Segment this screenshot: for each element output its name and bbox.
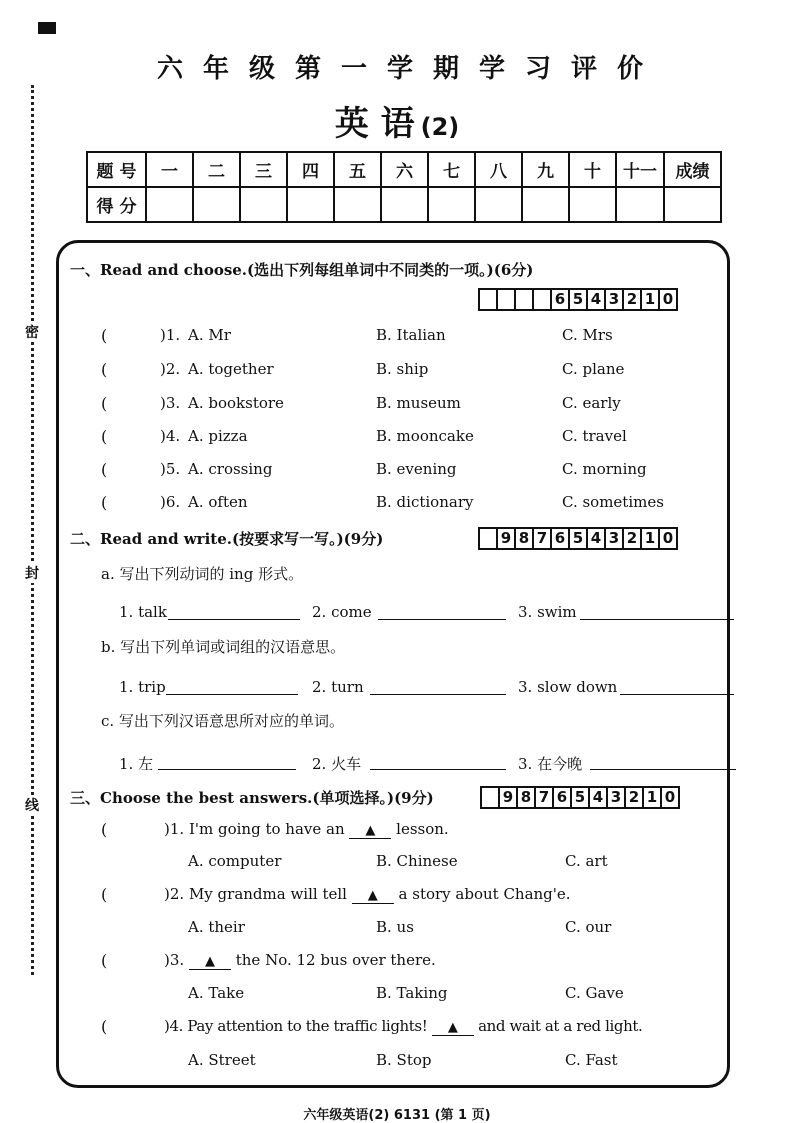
score-cell: 九: [522, 152, 569, 187]
answer-blank[interactable]: [580, 603, 734, 620]
option-a: A. together: [188, 360, 274, 378]
write-item-label: 1. 左: [119, 755, 154, 773]
write-item-label: 2. 火车: [312, 755, 362, 773]
option-b: B. Stop: [376, 1051, 432, 1069]
binding-char-xian: 线: [22, 795, 42, 815]
answer-blank[interactable]: [620, 678, 734, 695]
score-box[interactable]: 6: [552, 290, 570, 309]
section1-title: 一、Read and choose.(选出下列每组单词中不同类的一项。)(6分): [70, 261, 534, 279]
write-item-label: 2. turn: [312, 678, 364, 696]
question-text-after: a story about Chang'e.: [398, 885, 571, 903]
answer-paren[interactable]: (: [101, 951, 108, 970]
section3-score-boxes: [480, 786, 680, 809]
score-cell: 六: [381, 152, 428, 187]
question-number: )4.: [164, 1017, 183, 1035]
score-cell: 四: [287, 152, 334, 187]
score-box[interactable]: [480, 529, 498, 548]
option-c: C. art: [565, 852, 608, 870]
page-footer: 六年级英语(2) 6131 (第 1 页): [303, 1108, 491, 1123]
write-item-label: 1. trip: [119, 678, 166, 696]
blank-triangle-icon[interactable]: ▲: [349, 823, 391, 839]
option-c: C. early: [562, 394, 621, 412]
choice-question: [164, 1017, 642, 1036]
score-box[interactable]: 2: [624, 529, 642, 548]
option-c: C. our: [565, 918, 612, 936]
write-item-label: 3. swim: [518, 603, 577, 621]
section2-score-boxes: [478, 527, 678, 550]
question-text-after: the No. 12 bus over there.: [235, 951, 436, 969]
score-box[interactable]: 4: [588, 529, 606, 548]
section3-title: 三、Choose the best answers.(单项选择。)(9分): [70, 789, 434, 807]
binding-line: [31, 85, 34, 975]
score-box[interactable]: [498, 290, 516, 309]
answer-paren[interactable]: (: [101, 360, 108, 379]
score-input-cell[interactable]: [616, 187, 664, 222]
answer-paren[interactable]: (: [101, 820, 108, 839]
option-c: C. sometimes: [562, 493, 664, 511]
score-table-score-row: [87, 187, 721, 222]
score-box[interactable]: 0: [662, 529, 674, 547]
score-box[interactable]: 1: [642, 290, 660, 309]
volume-number: (2): [420, 113, 460, 141]
option-a: A. pizza: [188, 427, 248, 445]
question-number: )5.: [160, 460, 181, 478]
option-c: C. Fast: [565, 1051, 618, 1069]
choice-question: [164, 951, 436, 970]
part-b-instruction: b. 写出下列单词或词组的汉语意思。: [101, 638, 346, 656]
answer-paren[interactable]: (: [101, 326, 108, 345]
option-c: C. morning: [562, 460, 647, 478]
question-number: )1.: [164, 820, 185, 838]
answer-blank[interactable]: [158, 753, 296, 770]
score-box[interactable]: [482, 788, 500, 807]
score-cell: 八: [475, 152, 522, 187]
score-box[interactable]: 9: [500, 788, 518, 807]
question-text-before: My grandma will tell: [188, 885, 347, 903]
question-text-before: I'm going to have an: [188, 820, 345, 838]
score-cell: 二: [193, 152, 240, 187]
answer-blank[interactable]: [378, 603, 506, 620]
score-table-header-row: [87, 152, 721, 187]
question-text-after: lesson.: [396, 820, 449, 838]
write-item-label: 2. come: [312, 603, 372, 621]
score-cell: 五: [334, 152, 381, 187]
score-box[interactable]: 7: [536, 788, 554, 807]
option-b: B. mooncake: [376, 427, 474, 445]
question-number: )4.: [160, 427, 181, 445]
write-item-label: 1. talk: [119, 603, 167, 621]
score-box[interactable]: [480, 290, 498, 309]
score-box[interactable]: [534, 290, 552, 309]
score-box[interactable]: 3: [606, 529, 624, 548]
score-box[interactable]: 4: [590, 788, 608, 807]
score-box[interactable]: 0: [664, 788, 676, 806]
score-box[interactable]: 1: [642, 529, 660, 548]
score-input-cell[interactable]: [193, 187, 240, 222]
answer-blank[interactable]: [370, 678, 506, 695]
score-box[interactable]: 6: [554, 788, 572, 807]
score-box[interactable]: 5: [570, 290, 588, 309]
blank-triangle-icon[interactable]: ▲: [432, 1020, 474, 1036]
score-cell: 题 号: [87, 152, 146, 187]
binding-char-feng: 封: [22, 563, 42, 583]
score-cell: 十一: [616, 152, 664, 187]
subject-title: [0, 96, 794, 145]
score-box[interactable]: 8: [518, 788, 536, 807]
score-cell: 得 分: [87, 187, 146, 222]
score-box[interactable]: 2: [626, 788, 644, 807]
write-item-label: 3. 在今晚: [518, 755, 583, 773]
option-b: B. ship: [376, 360, 429, 378]
question-number: )3.: [160, 394, 181, 412]
option-b: B. Chinese: [376, 852, 458, 870]
option-c: C. plane: [562, 360, 625, 378]
score-box[interactable]: 7: [534, 529, 552, 548]
option-a: A. crossing: [188, 460, 273, 478]
option-b: B. Taking: [376, 984, 448, 1002]
question-text-before: Pay attention to the traffic lights!: [187, 1017, 428, 1035]
binding-char-mi: 密: [22, 322, 42, 342]
score-cell: 一: [146, 152, 193, 187]
score-input-cell[interactable]: [240, 187, 287, 222]
choice-question: [164, 885, 571, 904]
question-number: )3.: [164, 951, 185, 969]
option-b: B. Italian: [376, 326, 446, 344]
answer-paren[interactable]: (: [101, 460, 108, 479]
score-input-cell[interactable]: [475, 187, 522, 222]
score-box[interactable]: 4: [588, 290, 606, 309]
section2-title: 二、Read and write.(按要求写一写。)(9分): [70, 530, 384, 548]
option-b: B. evening: [376, 460, 457, 478]
subject-name: 英 语: [334, 104, 415, 144]
question-number: )1.: [160, 326, 181, 344]
answer-blank[interactable]: [370, 753, 506, 770]
score-cell: 十: [569, 152, 616, 187]
score-input-cell[interactable]: [664, 187, 721, 222]
section1-score-boxes: [478, 288, 678, 311]
write-item-label: 3. slow down: [518, 678, 618, 696]
blank-triangle-icon[interactable]: ▲: [352, 888, 394, 904]
part-a-instruction: a. 写出下列动词的 ing 形式。: [101, 565, 304, 583]
option-a: A. Street: [188, 1051, 256, 1069]
score-box[interactable]: 9: [498, 529, 516, 548]
corner-mark: [38, 22, 56, 34]
answer-blank[interactable]: [168, 603, 300, 620]
answer-blank[interactable]: [590, 753, 736, 770]
score-input-cell[interactable]: [287, 187, 334, 222]
question-number: )2.: [160, 360, 181, 378]
option-a: A. their: [188, 918, 245, 936]
option-a: A. computer: [188, 852, 282, 870]
score-box[interactable]: 0: [662, 290, 674, 308]
blank-triangle-icon[interactable]: ▲: [189, 954, 231, 970]
answer-paren[interactable]: (: [101, 885, 108, 904]
score-cell: 成绩: [664, 152, 721, 187]
answer-paren[interactable]: (: [101, 427, 108, 446]
part-c-instruction: c. 写出下列汉语意思所对应的单词。: [101, 712, 344, 730]
option-a: A. bookstore: [188, 394, 284, 412]
answer-paren[interactable]: (: [101, 1017, 108, 1036]
score-input-cell[interactable]: [334, 187, 381, 222]
option-b: B. us: [376, 918, 414, 936]
score-box[interactable]: 6: [552, 529, 570, 548]
score-box[interactable]: 8: [516, 529, 534, 548]
page-title: 六年级第一学期学习评价: [156, 54, 663, 84]
option-a: A. Take: [188, 984, 245, 1002]
answer-blank[interactable]: [166, 678, 298, 695]
score-input-cell[interactable]: [569, 187, 616, 222]
score-input-cell[interactable]: [381, 187, 428, 222]
question-text-after: and wait at a red light.: [478, 1017, 643, 1035]
score-box[interactable]: 2: [624, 290, 642, 309]
option-b: B. dictionary: [376, 493, 474, 511]
option-c: C. travel: [562, 427, 627, 445]
choice-question: [164, 820, 449, 839]
score-input-cell[interactable]: [146, 187, 193, 222]
score-box[interactable]: 3: [606, 290, 624, 309]
score-box[interactable]: 3: [608, 788, 626, 807]
score-input-cell[interactable]: [522, 187, 569, 222]
option-a: A. Mr: [188, 326, 231, 344]
option-a: A. often: [188, 493, 248, 511]
score-cell: 三: [240, 152, 287, 187]
option-b: B. museum: [376, 394, 461, 412]
option-c: C. Gave: [565, 984, 624, 1002]
score-box[interactable]: 5: [572, 788, 590, 807]
answer-paren[interactable]: (: [101, 493, 108, 512]
score-table: [86, 151, 722, 223]
option-c: C. Mrs: [562, 326, 613, 344]
question-number: )2.: [164, 885, 185, 903]
score-box[interactable]: 5: [570, 529, 588, 548]
score-cell: 七: [428, 152, 475, 187]
question-number: )6.: [160, 493, 181, 511]
answer-paren[interactable]: (: [101, 394, 108, 413]
score-box[interactable]: 1: [644, 788, 662, 807]
score-box[interactable]: [516, 290, 534, 309]
score-input-cell[interactable]: [428, 187, 475, 222]
